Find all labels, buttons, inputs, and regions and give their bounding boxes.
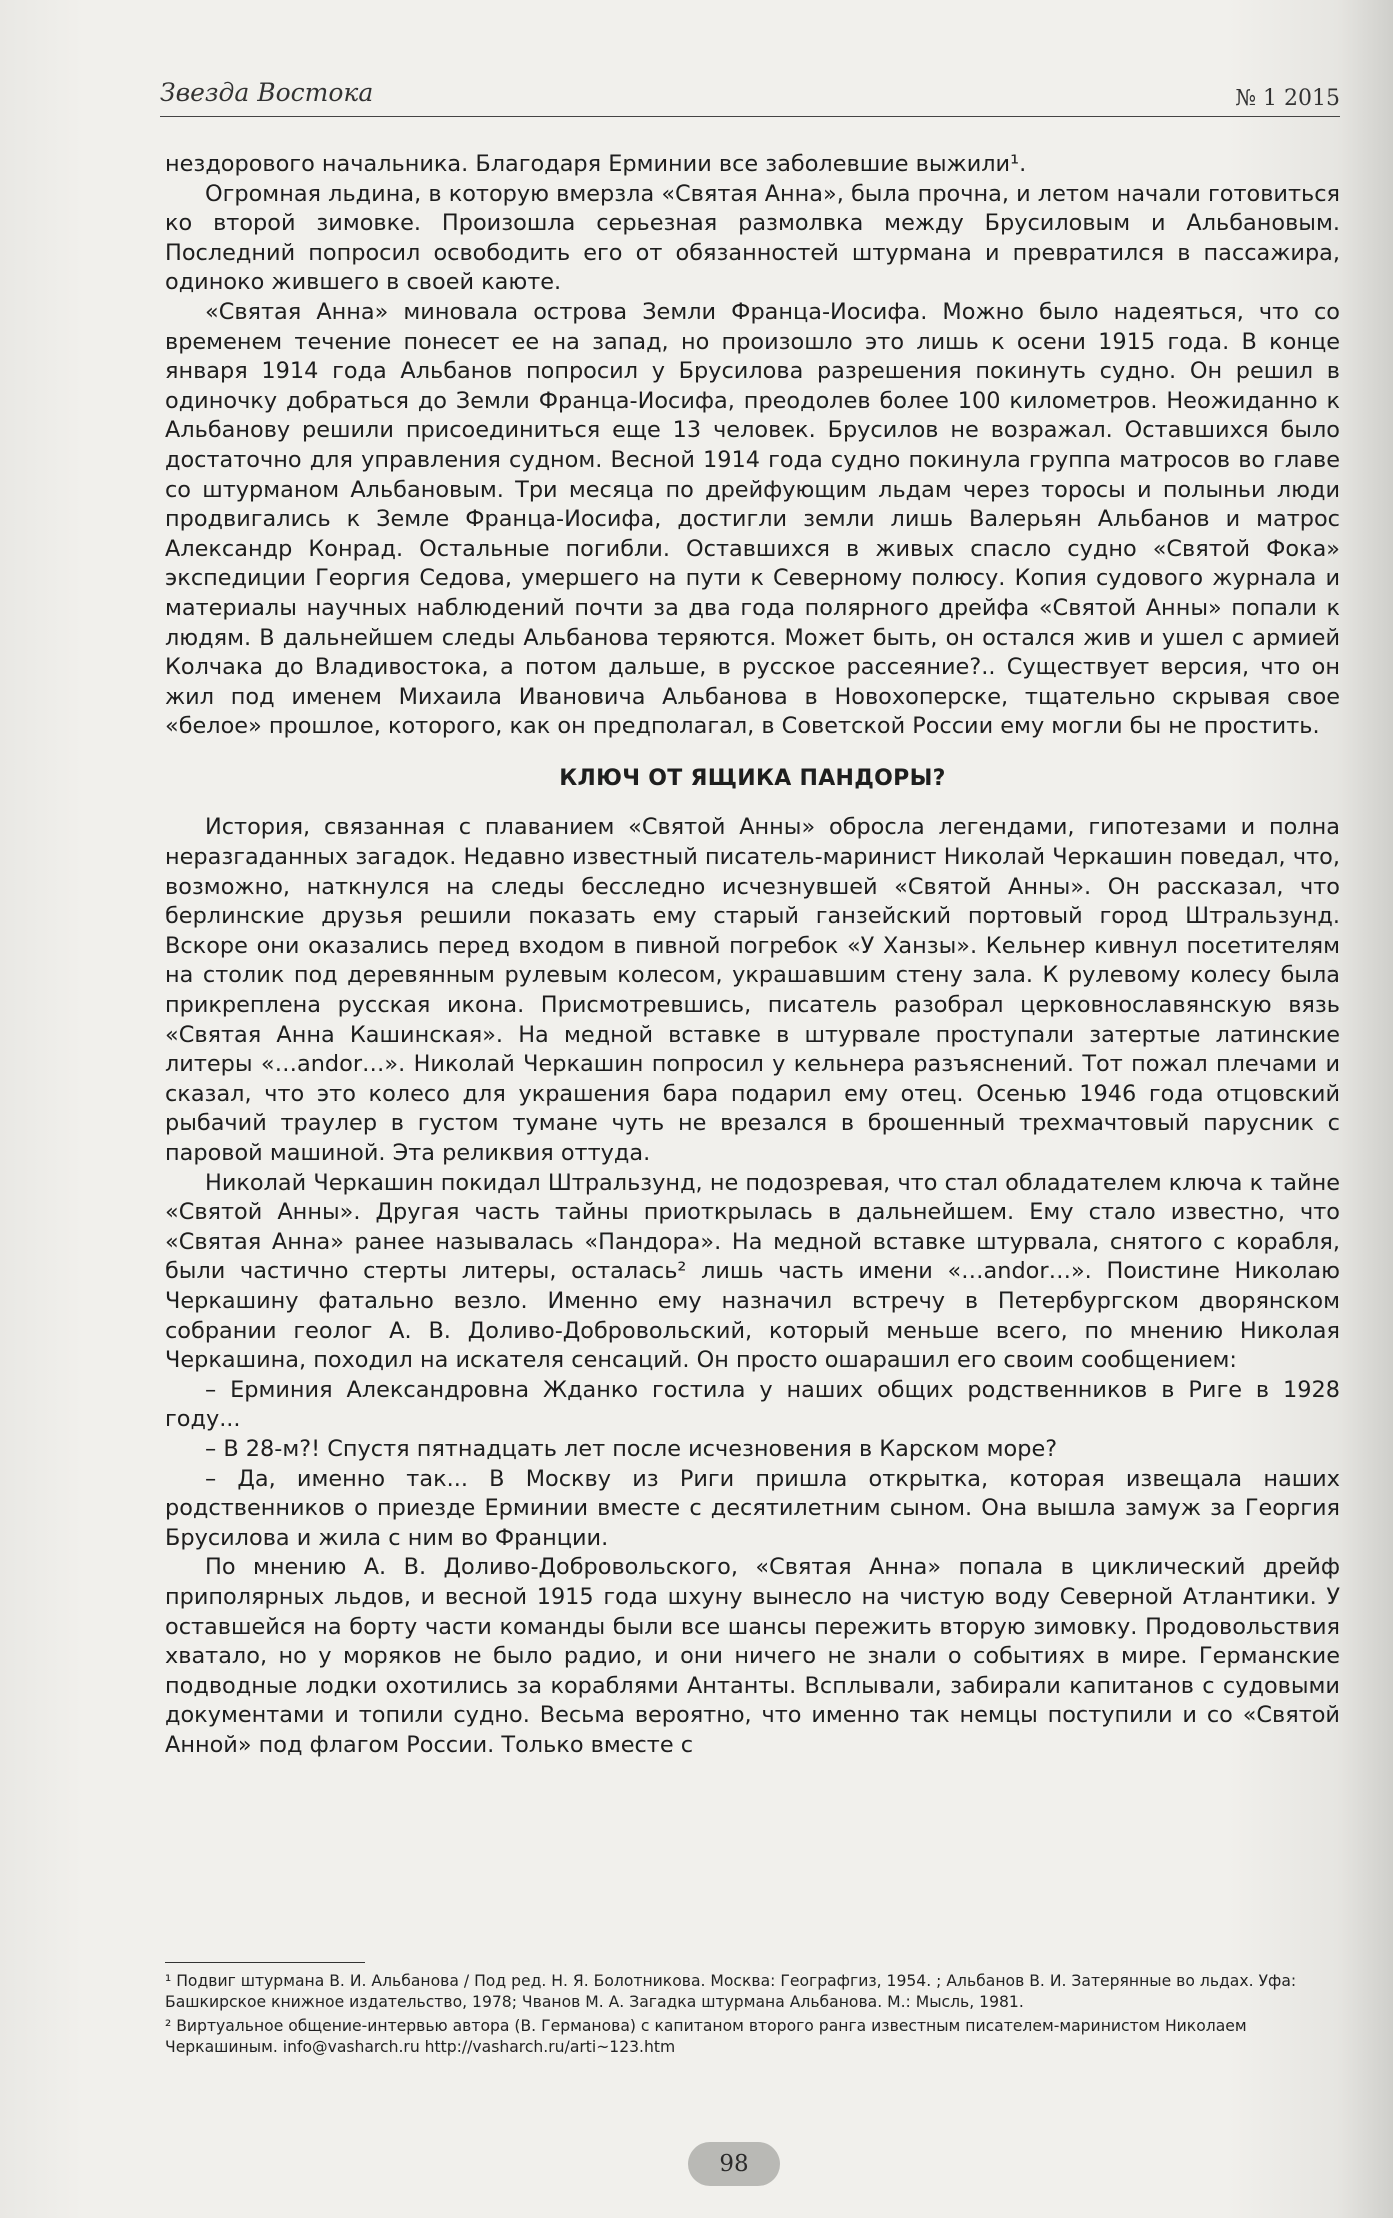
paragraph: нездорового начальника. Благодаря Ерминии все заболевшие выжили¹.: [165, 151, 1027, 177]
running-header: [160, 78, 1340, 117]
footnotes: [165, 1962, 1340, 2061]
paragraph: По мнению А. В. Доливо-Добровольского, «Святая Анна» попала в циклический дрейф приполярных льдов, и весной 1915 года шхуну вынесло на чистую воду Северной Атлантики. У оставшейся на борту части команды были все шансы пережить вторую зимовку. Продовольствия хватало, но у моряков не было радио, и они ничего не знали о событиях в мире. Германские подводные лодки охотились за кораблями Антанты. Всплывали, забирали капитанов с судовыми документами и топили судно. Весьма вероятно, что именно так немцы поступили и со «Святой Анной» под флагом России. Только вместе с: [165, 1554, 1340, 1758]
paragraph: Огромная льдина, в которую вмерзла «Святая Анна», была прочна, и летом начали готовиться ко второй зимовке. Произошла серьезная размолвка между Брусиловым и Альбановым. Последний попросил освободить его от обязанностей штурмана и превратился в пассажира, одиноко жившего в своей каюте.: [165, 180, 1340, 296]
journal-title: Звезда Востока: [160, 78, 374, 107]
footnote-divider: [165, 1962, 365, 1963]
issue-number: № 1 2015: [1235, 86, 1340, 111]
paragraph: Николай Черкашин покидал Штральзунд, не подозревая, что стал обладателем ключа к тайне «Святой Анны». Другая часть тайны приоткрылась в дальнейшем. Ему стало известно, что «Святая Анна» ранее называлась «Пандора». На медной вставке штурвала, снятого с корабля, были частично стерты литеры, осталась² лишь часть имени «…andor…». Поистине Николаю Черкашину фатально везло. Именно ему назначил встречу в Петербургском дворянском собрании геолог А. В. Доливо-Добровольский, который меньше всего, по мнению Николая Черкашина, походил на искателя сенсаций. Он просто ошарашил его своим сообщением:: [165, 1169, 1340, 1374]
footnote: ¹ Подвиг штурмана В. И. Альбанова / Под ред. Н. Я. Болотникова. Москва: Географгиз, 1954. ; Альбанов В. И. Затерянные во льдах. Уфа: Башкирское книжное издательство, 1978; Чванов М. А. Загадка штурмана Альбанова. М.: Мысль, 1981.: [165, 1972, 1297, 2011]
section-heading: КЛЮЧ ОТ ЯЩИКА ПАНДОРЫ?: [559, 765, 946, 791]
dialogue-line: – Ерминия Александровна Жданко гостила у наших общих родственников в Риге в 1928 году...: [165, 1376, 1340, 1433]
footnote: ² Виртуальное общение-интервью автора (В. Германова) с капитаном второго ранга известным писателем-маринистом Николаем Черкашиным. info@vasharch.ru http://vasharch.ru/arti~123.htm: [165, 2017, 1247, 2056]
paragraph: История, связанная с плаванием «Святой Анны» обросла легендами, гипотезами и полна неразгаданных загадок. Недавно известный писатель-маринист Николай Черкашин поведал, что, возможно, наткнулся на следы бесследно исчезнувшей «Святой Анны». Он рассказал, что берлинские друзья решили показать ему старый ганзейский портовый город Штральзунд. Вскоре они оказались перед входом в пивной погребок «У Ханзы». Кельнер кивнул посетителям на столик под деревянным рулевым колесом, украшавшим стену зала. К рулевому колесу была прикреплена русская икона. Присмотревшись, писатель разобрал церковнославянскую вязь «Святая Анна Кашинская». На медной вставке в штурвале проступали затертые латинские литеры «…andor…». Николай Черкашин попросил у кельнера разъяснений. Тот пожал плечами и сказал, что это колесо для украшения бара подарил ему отец. Осенью 1946 года отцовский рыбачий траулер в густом тумане чуть не врезался в брошенный трехмачтовый парусник с паровой машиной. Эта реликвия оттуда.: [165, 814, 1340, 1166]
dialogue-line: – В 28-м?! Спустя пятнадцать лет после исчезновения в Карском море?: [205, 1435, 1058, 1462]
paragraph: «Святая Анна» миновала острова Земли Франца-Иосифа. Можно было надеяться, что со временем течение понесет ее на запад, но произошло это лишь к осени 1915 года. В конце января 1914 года Альбанов попросил у Брусилова разрешения покинуть судно. Он решил в одиночку добраться до Земли Франца-Иосифа, преодолев более 100 километров. Неожиданно к Альбанову решили присоединиться еще 13 человек. Брусилов не возражал. Оставшихся было достаточно для управления судном. Весной 1914 года судно покинула группа матросов во главе со штурманом Альбановым. Три месяца по дрейфующим льдам через торосы и полыньи люди продвигались к Земле Франца-Иосифа, достигли земли лишь Валерьян Альбанов и матрос Александр Конрад. Остальные погибли. Оставшихся в живых спасло судно «Святой Фока» экспедиции Георгия Седова, умершего на пути к Северному полюсу. Копия судового журнала и материалы научных наблюдений почти за два года полярного дрейфа «Святой Анны» попали к людям. В дальнейшем следы Альбанова теряются. Может быть, он остался жив и ушел с армией Колчака до Владивостока, а потом дальше, в русское рассеяние?.. Существует версия, что он жил под именем Михаила Ивановича Альбанова в Новохоперске, тщательно скрывая свое «белое» прошлое, которого, как он предполагал, в Советской России ему могли бы не простить.: [165, 298, 1340, 740]
article-body: [165, 150, 1340, 1760]
page-number: 98: [719, 2151, 749, 2177]
dialogue-line: – Да, именно так... В Москву из Риги пришла открытка, которая извещала наших родственников о приезде Ерминии вместе с десятилетним сыном. Она вышла замуж за Георгия Брусилова и жила с ним во Франции.: [165, 1465, 1340, 1551]
page-number-badge: [688, 2142, 780, 2186]
